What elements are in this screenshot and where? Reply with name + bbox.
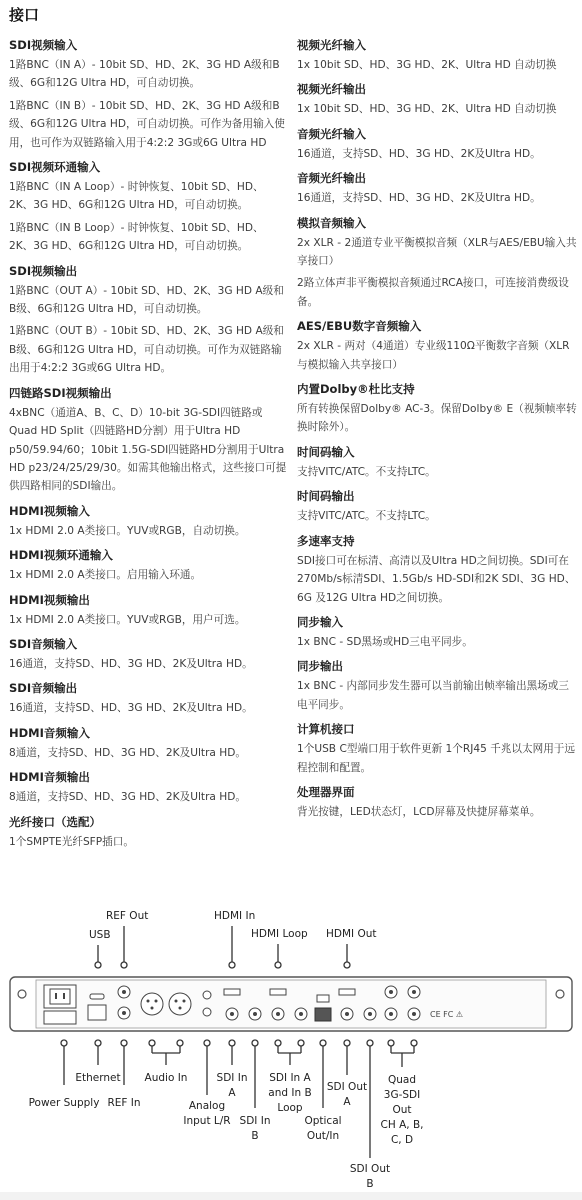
spec-section [9, 770, 287, 806]
hdmi-port-icon [270, 989, 286, 995]
spec-section [297, 785, 577, 821]
spec-text: 16通道，支持SD、HD、3G HD、2K及Ultra HD。 [9, 702, 253, 715]
spec-section [9, 593, 287, 629]
rear-panel-svg [0, 895, 582, 1195]
label-power-supply: Power Supply [28, 1097, 100, 1109]
spec-text: 1x HDMI 2.0 A类接口。YUV或RGB，用户可选。 [9, 613, 246, 626]
spec-text: 1个SMPTE光纤SFP插口。 [9, 835, 134, 848]
label-ref-in: REF In [107, 1097, 141, 1109]
spec-heading: 四链路SDI视频输出 [9, 385, 112, 400]
spec-heading: HDMI视频输出 [9, 592, 90, 607]
spec-text: 1路BNC（OUT B）- 10bit SD、HD、2K、3G HD A级和B级、6G和12G Ultra HD，可自动切换。可作为双链路输出用于4:2:2 3G或6G Ultra HD。 [9, 325, 284, 375]
label-optical-1: Optical [304, 1115, 342, 1127]
label-quad-3: Out [392, 1104, 412, 1116]
label-ref-out: REF Out [106, 910, 149, 922]
label-quad-4: CH A, B, [380, 1119, 424, 1131]
spec-section [297, 445, 577, 481]
spec-text: 1路BNC（IN A）- 10bit SD、HD、2K、3G HD A级和B级、6G和12G Ultra HD，可自动切换。 [9, 59, 280, 90]
spec-section [297, 382, 577, 437]
label-ethernet: Ethernet [75, 1072, 121, 1084]
spec-section [297, 489, 577, 525]
spec-section [297, 171, 577, 207]
label-hdmi-in: HDMI In [214, 910, 256, 922]
spec-section [9, 38, 287, 152]
label-sdi-out-b-2: B [366, 1178, 374, 1190]
spec-section [9, 548, 287, 584]
spec-text: 16通道，支持SD、HD、3G HD、2K及Ultra HD。 [297, 192, 541, 205]
spec-section [297, 319, 577, 374]
spec-section [9, 681, 287, 717]
label-analog-2: Input L/R [183, 1115, 231, 1127]
spec-section [297, 216, 577, 312]
label-optical-2: Out/In [306, 1130, 340, 1142]
spec-text: 2x XLR - 两对（4通道）专业级110Ω平衡数字音频（XLR与模拟输入共享接口） [297, 340, 570, 371]
label-sdi-in-a-1: SDI In [216, 1072, 248, 1084]
spec-text: 1路BNC（IN A Loop）- 时钟恢复、10bit SD、HD、2K、3G HD、6G和12G Ultra HD，可自动切换。 [9, 181, 264, 212]
rack-hole-icon [556, 990, 564, 998]
xlr-icon [169, 993, 191, 1015]
label-analog-1: Analog [188, 1100, 226, 1112]
spec-heading: 模拟音频输入 [297, 215, 366, 230]
spec-heading: 处理器界面 [297, 784, 355, 799]
spec-heading: 时间码输出 [297, 489, 355, 504]
spec-text: 所有转换保留Dolby® AC-3。保留Dolby® E（视频帧率转换时除外）。 [297, 403, 577, 434]
spec-heading: 计算机接口 [297, 722, 355, 737]
spec-heading: HDMI音频输出 [9, 770, 90, 785]
spec-heading: HDMI视频环通输入 [9, 548, 113, 563]
spec-text: SDI接口可在标清、高清以及Ultra HD之间切换。SDI可在270Mb/s标清SDI、1.5Gb/s HD-SDI和2K SDI、3G HD、6G 及12G Ultra HD之间切换。 [297, 554, 576, 604]
spec-text: 1路BNC（IN B Loop）- 时钟恢复、10bit SD、HD、2K、3G HD、6G和12G Ultra HD，可自动切换。 [9, 221, 264, 253]
spec-heading: 音频光纤输入 [297, 126, 366, 141]
label-sdi-loop-2: and In B [268, 1087, 312, 1099]
spec-heading: SDI音频输出 [9, 681, 78, 696]
spec-text: 16通道，支持SD、HD、3G HD、2K及Ultra HD。 [297, 147, 541, 160]
spec-heading: HDMI视频输入 [9, 503, 90, 518]
label-usb: USB [89, 929, 111, 941]
spec-section [297, 82, 577, 118]
spec-heading: HDMI音频输入 [9, 725, 90, 740]
spec-text: 8通道，支持SD、HD、3G HD、2K及Ultra HD。 [9, 791, 246, 804]
rca-icon [203, 1008, 211, 1016]
spec-heading: AES/EBU数字音频输入 [297, 319, 422, 334]
spec-text: 1路BNC（OUT A）- 10bit SD、HD、2K、3G HD A级和B级、6G和12G Ultra HD，可自动切换。 [9, 284, 284, 316]
chassis [10, 977, 572, 1031]
label-quad-2: 3G-SDI [383, 1089, 421, 1101]
spec-heading: SDI视频输入 [9, 38, 78, 52]
spec-section [297, 659, 577, 714]
label-hdmi-loop: HDMI Loop [251, 928, 308, 940]
label-quad-1: Quad [387, 1074, 417, 1086]
left-spec-column [9, 38, 287, 859]
label-hdmi-out: HDMI Out [326, 928, 377, 940]
spec-section [9, 386, 287, 496]
spec-heading: 视频光纤输入 [297, 38, 366, 52]
spec-heading: 同步输入 [297, 614, 343, 629]
label-sdi-in-a-2: A [228, 1087, 236, 1099]
spec-text: 1x 10bit SD、HD、3G HD、2K、Ultra HD 自动切换 [297, 103, 557, 116]
spec-heading: SDI音频输入 [9, 636, 78, 651]
spec-text: 1x BNC - 内部同步发生器可以当前输出帧率输出黑场或三电平同步。 [297, 680, 569, 711]
spec-heading: 视频光纤输出 [297, 82, 366, 97]
spec-text: 2路立体声非平衡模拟音频通过RCA接口，可连接消费级设备。 [297, 277, 569, 308]
spec-section [9, 637, 287, 673]
label-audio-in: Audio In [144, 1072, 188, 1084]
spec-heading: 多速率支持 [297, 533, 355, 548]
rear-panel-diagram [0, 895, 582, 1195]
page-title: 接口 [9, 6, 40, 24]
spec-section [9, 160, 287, 256]
label-sdi-out-b-1: SDI Out [349, 1163, 391, 1175]
rca-icon [203, 991, 211, 999]
label-sdi-in-b-1: SDI In [239, 1115, 271, 1127]
spec-section [9, 504, 287, 540]
spec-section [9, 264, 287, 378]
label-sdi-loop-3: Loop [277, 1102, 303, 1114]
spec-text: 1路BNC（IN B）- 10bit SD、HD、2K、3G HD A级和B级、6G和12G Ultra HD，可自动切换。可作为备用输入使用，也可作为双链路输入用于4:2:2 3G或6G Ultra HD [9, 99, 285, 149]
xlr-icon [141, 993, 163, 1015]
spec-heading: SDI视频环通输入 [9, 160, 101, 175]
spec-text: 1x BNC - SD黑场或HD三电平同步。 [297, 635, 473, 648]
spec-text: 1x 10bit SD、HD、3G HD、2K、Ultra HD 自动切换 [297, 59, 557, 71]
label-sdi-in-b-2: B [251, 1130, 259, 1142]
hdmi-port-icon [224, 989, 240, 995]
spec-section [297, 615, 577, 651]
spec-text: 背光按键，LED状态灯，LCD屏幕及快捷屏幕菜单。 [297, 805, 541, 818]
sfp-port-icon [315, 1008, 331, 1021]
spec-text: 1x HDMI 2.0 A类接口。YUV或RGB，自动切换。 [9, 524, 246, 537]
spec-text: 1个USB C型端口用于软件更新 1个RJ45 千兆以太网用于远程控制和配置。 [297, 743, 575, 774]
spec-heading: 光纤接口（选配） [9, 814, 101, 829]
spec-text: 8通道，支持SD、HD、3G HD、2K及Ultra HD。 [9, 746, 246, 759]
spec-section [297, 127, 577, 163]
ethernet-port-icon [88, 1005, 106, 1020]
spec-section [297, 534, 577, 607]
spec-text: 1x HDMI 2.0 A类接口。启用输入环通。 [9, 569, 202, 582]
label-sdi-out-a-2: A [343, 1096, 351, 1108]
label-sdi-loop-1: SDI In A [269, 1072, 311, 1084]
rack-hole-icon [18, 990, 26, 998]
right-spec-column [297, 38, 577, 829]
spec-section [297, 722, 577, 777]
spec-heading: 音频光纤输出 [297, 171, 366, 186]
spec-text: 4xBNC（通道A、B、C、D）10-bit 3G-SDI四链路或Quad HD Split（四链路HD分割）用于Ultra HD p50/59.94/60；10bit 1.5G-SDI四链路HD分割用于Ultra HD p23/24/25/29/30。如需其他输出格式，这些接口可提供四路相同的SDI输出。 [9, 406, 287, 493]
usb-port-icon [90, 994, 104, 999]
spec-heading: SDI视频输出 [9, 263, 78, 278]
spec-section [297, 38, 577, 74]
spec-section [9, 815, 287, 851]
spec-section [9, 726, 287, 762]
certification-marks-icon: CE FC ⚠ [430, 1010, 464, 1019]
spec-heading: 内置Dolby®杜比支持 [297, 382, 415, 397]
spec-text: 支持VITC/ATC。不支持LTC。 [297, 465, 436, 478]
hdmi-port-icon [339, 989, 355, 995]
spec-heading: 同步输出 [297, 659, 343, 674]
label-sdi-out-a-1: SDI Out [326, 1081, 368, 1093]
spec-text: 2x XLR - 2通道专业平衡模拟音频（XLR与AES/EBU输入共享接口） [297, 236, 577, 268]
spec-text: 16通道，支持SD、HD、3G HD、2K及Ultra HD。 [9, 657, 253, 670]
spec-text: 支持VITC/ATC。不支持LTC。 [297, 510, 436, 523]
spec-heading: 时间码输入 [297, 444, 355, 459]
footer-divider [0, 1192, 582, 1200]
label-quad-5: C, D [390, 1134, 414, 1146]
